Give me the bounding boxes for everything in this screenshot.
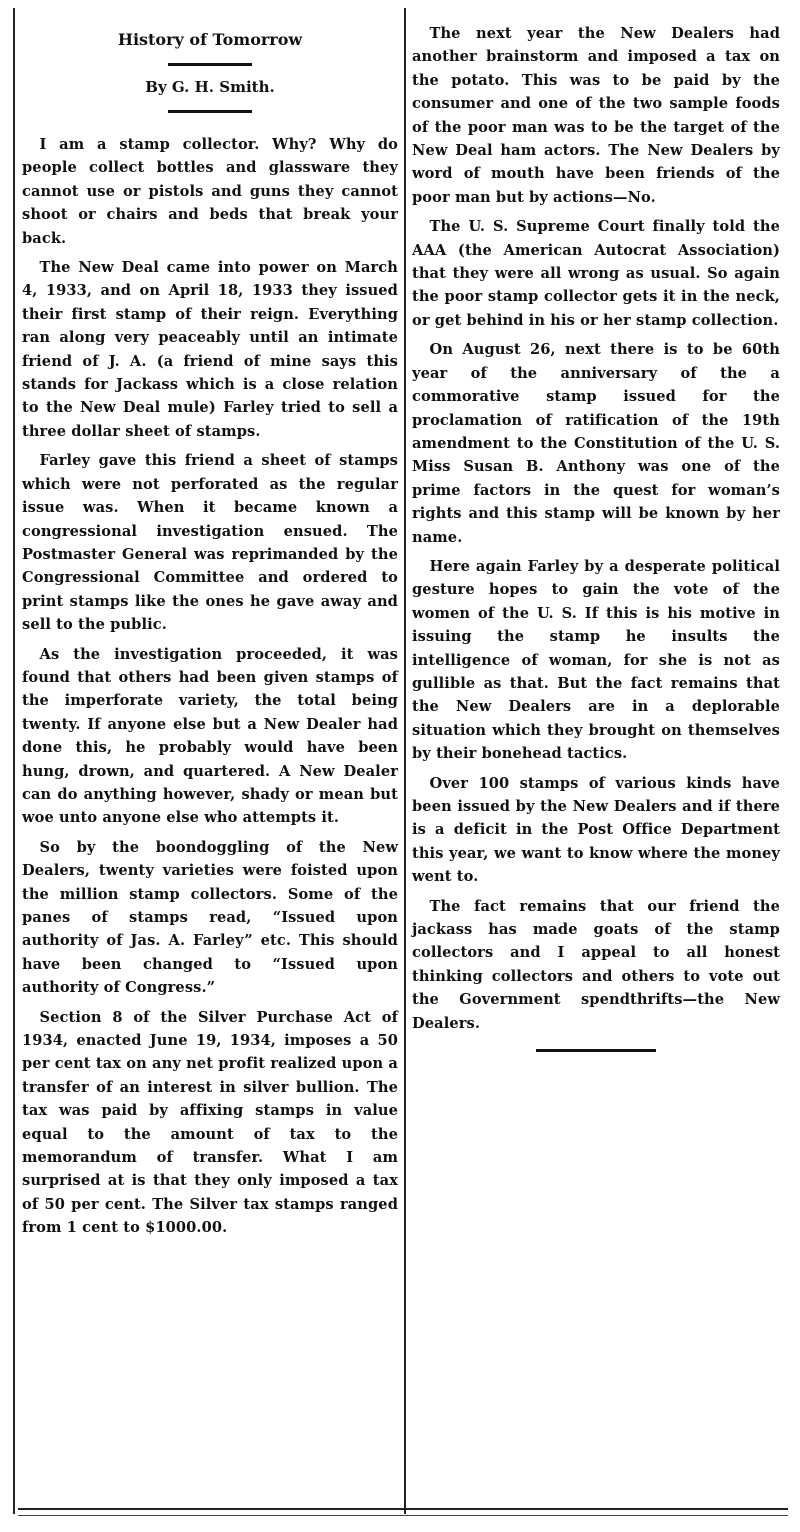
paragraph: On August 26, next there is to be 60th year of the anniversary of the a commorative stamp issued for the proclamation of ratification of the 19th amendment to the Constitution of the U. S. Miss Susan B. Anthony was one of the prime factors in the quest for woman’s rights and this stamp will be known by her name. bbox=[412, 341, 780, 546]
paragraph: The U. S. Supreme Court finally told the AAA (the American Autocrat Association) that they were all wrong as usual. So again the poor stamp collector gets it in the neck, or get behind in his or her stamp collection. bbox=[412, 218, 780, 329]
paragraph: The fact remains that our friend the jackass has made goats of the stamp collectors and I appeal to all honest thinking collectors and others to vote out the Government spendthrifts—the New Dealers. bbox=[412, 897, 780, 1032]
byline: By G. H. Smith. bbox=[145, 78, 275, 96]
paragraph: I am a stamp collector. Why? Why do people collect bottles and glassware they cannot use or pistols and guns they cannot shoot or chairs and beds that break your back. bbox=[22, 136, 398, 247]
paragraph: The next year the New Dealers had another brainstorm and imposed a tax on the potato. This was to be paid by the consumer and one of the two sample foods of the poor man was to be the target of the New Deal ham actors. The New Dealers by word of mouth have been friends of the poor man but by actions—No. bbox=[412, 25, 780, 206]
end-of-article-rule bbox=[536, 1049, 656, 1052]
paragraph: Farley gave this friend a sheet of stamps which were not perforated as the regular issue was. When it became known a congressional investigation ensued. The Postmaster General was reprimanded by the Congressional Committee and ordered to print stamps like the ones he gave away and sell to the public. bbox=[22, 452, 398, 634]
paragraph: Over 100 stamps of various kinds have been issued by the New Dealers and if there is a deficit in the Post Office Department this year, we want to know where the money went to. bbox=[412, 774, 780, 886]
headline: History of Tomorrow bbox=[117, 30, 303, 49]
left-column bbox=[22, 22, 398, 1246]
bottom-rule-thin bbox=[18, 1515, 788, 1516]
headline-divider bbox=[168, 63, 252, 66]
byline-divider bbox=[168, 110, 252, 113]
paragraph: Here again Farley by a desperate political gesture hopes to gain the vote of the women of the U. S. If this is his motive in issuing the stamp he insults the intelligence of woman, for she is not as gullible as that. But the fact remains that the New Dealers are in a deplorable situation which they brought on themselves by their bonehead tactics. bbox=[412, 557, 780, 763]
paragraph: So by the boondoggling of the New Dealers, twenty varieties were foisted upon the million stamp collectors. Some of the panes of stamps read, “Issued upon authority of Jas. A. Farley” etc. This should have been changed to “Issued upon authority of Congress.” bbox=[22, 838, 398, 997]
paragraph: The New Deal came into power on March 4, 1933, and on April 18, 1933 they issued their first stamp of their reign. Everything ran along very peaceably until an intimate friend of J. A. (a friend of mine says this stands for Jackass which is a close relation to the New Deal mule) Farley tried to sell a three dollar sheet of stamps. bbox=[22, 259, 398, 440]
paragraph: As the investigation proceeded, it was found that others had been given stamps of the imperforate variety, the total being twenty. If anyone else but a New Dealer had done this, he probably would have been hung, drown, and quartered. A New Dealer can do anything however, shady or mean but woe unto anyone else who attempts it. bbox=[22, 645, 398, 827]
bottom-rule bbox=[18, 1508, 788, 1510]
column-divider-rule bbox=[404, 8, 406, 1514]
right-column bbox=[412, 22, 780, 1052]
left-column-rule bbox=[13, 8, 15, 1514]
paragraph: Section 8 of the Silver Purchase Act of 1934, enacted June 19, 1934, imposes a 50 per cent tax on any net profit realized upon a transfer of an interest in silver bullion. The tax was paid by affixing stamps in value equal to the amount of tax to the memorandum of transfer. What I am surprised at is that they only imposed a tax of 50 per cent. The Silver tax stamps ranged from 1 cent to $1000.00. bbox=[22, 1008, 398, 1237]
